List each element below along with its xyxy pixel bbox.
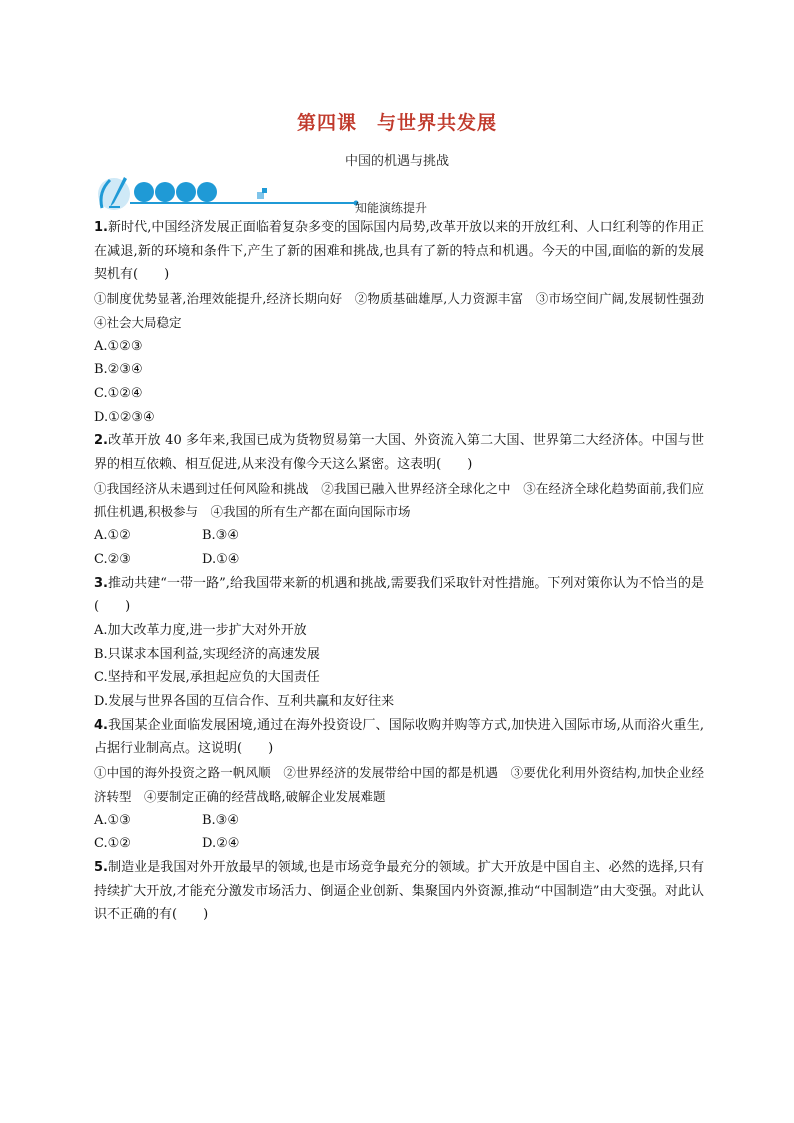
option-a[interactable]: A.加大改革力度,进一步扩大对外开放 bbox=[94, 622, 307, 638]
pen-icon bbox=[98, 177, 130, 210]
question-stem: 推动共建“一带一路”,给我国带来新的机遇和挑战,需要我们采取针对性措施。下列对策你认为不恰当的是( ) bbox=[94, 575, 704, 615]
option-a[interactable]: A.①②③ bbox=[94, 338, 143, 354]
section-label: 知能演练提升 bbox=[355, 201, 428, 215]
question-stem: 制造业是我国对外开放最早的领域,也是市场竞争最充分的领域。扩大开放是中国自主、必然的选择,只有持续扩大开放,才能充分激发市场活力、倒逼企业创新、集聚国内外资源,推动“中国制造”由大变强。对此认识不正确的有( ) bbox=[94, 859, 704, 923]
option-row bbox=[94, 548, 704, 572]
question-number: 1. bbox=[94, 220, 108, 235]
option-b[interactable]: B.③④ bbox=[202, 528, 239, 544]
option-a[interactable]: A.①③ bbox=[94, 812, 131, 828]
question-number: 2. bbox=[94, 433, 108, 449]
question-number: 4. bbox=[94, 717, 108, 733]
option-row bbox=[94, 524, 704, 548]
option-d[interactable]: D.发展与世界各国的互信合作、互利共赢和友好往来 bbox=[94, 694, 395, 710]
option-d[interactable]: D.①②③④ bbox=[94, 409, 155, 425]
option-c[interactable]: C.①② bbox=[94, 836, 131, 852]
option-a[interactable]: A.①② bbox=[94, 528, 131, 544]
question-statements: ①制度优势显著,治理效能提升,经济长期向好 ②物质基础雄厚,人力资源丰富 ③市场空间广阔,发展韧性强劲 ④社会大局稳定 bbox=[94, 291, 717, 330]
option-d[interactable]: D.②④ bbox=[202, 836, 240, 852]
page-title: 第四课 与世界共发展 bbox=[296, 112, 497, 134]
question-2 bbox=[94, 429, 704, 476]
option-d[interactable]: D.①④ bbox=[202, 551, 240, 567]
question-1 bbox=[94, 216, 704, 287]
question-stem: 我国某企业面临发展困境,通过在海外投资设厂、国际收购并购等方式,加快进入国际市场,从而浴火重生,占据行业制高点。这说明( ) bbox=[94, 717, 704, 757]
option-b[interactable]: B.只谋求本国利益,实现经济的高速发展 bbox=[94, 646, 320, 662]
question-stem: 新时代,中国经济发展正面临着复杂多变的国际国内局势,改革开放以来的开放红利、人口红利等的作用正在减退,新的环境和条件下,产生了新的困难和挑战,也具有了新的特点和机遇。今天的中国,面临的新的发展契机有( ) bbox=[94, 220, 704, 283]
option-row bbox=[94, 809, 704, 833]
question-3 bbox=[94, 572, 704, 619]
option-b[interactable]: B.②③④ bbox=[94, 362, 143, 378]
question-list bbox=[94, 216, 717, 927]
question-statements: ①中国的海外投资之路一帆风顺 ②世界经济的发展带给中国的都是机遇 ③要优化利用外资结构,加快企业经济转型 ④要制定正确的经营战略,破解企业发展难题 bbox=[94, 765, 704, 804]
question-statements: ①我国经济从未遇到过任何风险和挑战 ②我国已融入世界经济全球化之中 ③在经济全球化趋势面前,我们应抓住机遇,积极参与 ④我国的所有生产都在面向国际市场 bbox=[94, 480, 704, 520]
option-c[interactable]: C.①②④ bbox=[94, 385, 143, 401]
question-5 bbox=[94, 856, 704, 927]
option-c[interactable]: C.②③ bbox=[94, 551, 131, 567]
question-number: 3. bbox=[94, 575, 108, 591]
option-c[interactable]: C.坚持和平发展,承担起应负的大国责任 bbox=[94, 670, 320, 686]
question-number: 5. bbox=[94, 859, 108, 875]
option-row bbox=[94, 832, 704, 856]
question-stem: 改革开放 40 多年来,我国已成为货物贸易第一大国、外资流入第二大国、世界第二大经济体。中国与世界的相互依赖、相互促进,从来没有像今天这么紧密。这表明( ) bbox=[94, 433, 704, 473]
question-4 bbox=[94, 714, 704, 761]
page-subtitle: 中国的机遇与挑战 bbox=[344, 154, 449, 169]
option-b[interactable]: B.③④ bbox=[202, 812, 239, 828]
dots-icon bbox=[134, 182, 217, 202]
